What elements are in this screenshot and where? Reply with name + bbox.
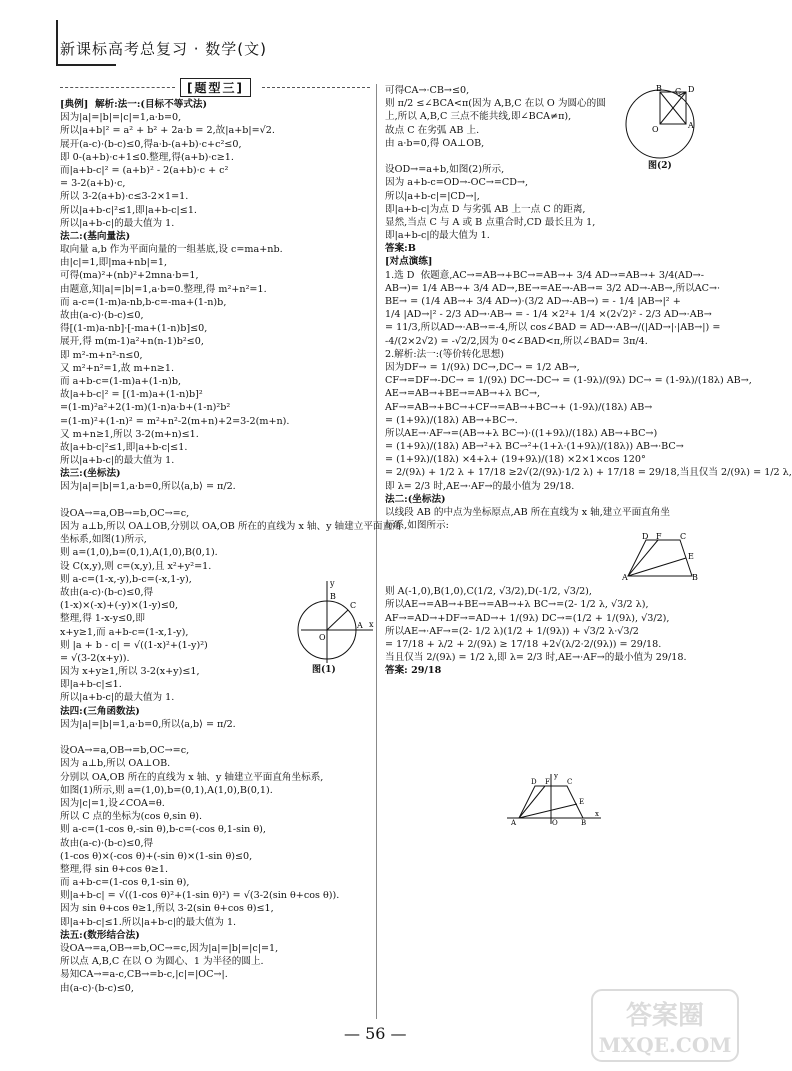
left-text-line: 故由(a-c)·(b-c)≤0, bbox=[60, 310, 144, 321]
left-text-line: 法四:(三角函数法) bbox=[60, 705, 140, 717]
left-text-line bbox=[60, 731, 370, 744]
coordinate-figure bbox=[505, 770, 605, 826]
left-text-line: 故由(a-c)·(b-c)≤0,得 bbox=[60, 586, 154, 598]
left-text-line: 则|a+b-c| = √((1-cos θ)²+(1-sin θ)²) = √(3-2(sin θ+cos θ)). bbox=[60, 890, 340, 902]
watermark-logo bbox=[590, 988, 740, 1063]
left-text-line: 设OA→=a,OB→=b,OC→=c,因为|a|=|b|=|c|=1, bbox=[60, 943, 279, 954]
left-text-line: 又 m²+n²=1,故 m+n≥1. bbox=[60, 362, 174, 374]
left-text-line: 由|c|=1,即|ma+nb|=1, bbox=[60, 257, 168, 269]
right-text-line: 因为DF→ = 1/(9λ) DC→,DC→ = 1/2 AB→, bbox=[385, 361, 580, 373]
left-text-line: 易知CA→=a-c,CB→=b-c,|c|=|OC→|. bbox=[60, 969, 228, 981]
right-text-line: 即|a+b-c|为点 D 与劣弧 AB 上一点 C 的距离, bbox=[385, 203, 586, 215]
coord-b-label: B bbox=[581, 819, 587, 827]
left-text-line: 因为|a|=|b|=1,a·b=0,所以⟨a,b⟩ = π/2. bbox=[60, 481, 236, 493]
left-text-line: 如图(1)所示,则 a=(1,0),b=(0,1),A(1,0),B(0,1). bbox=[60, 784, 273, 796]
right-text-line: 当且仅当 2/(9λ) = 1/2 λ,即 λ= 2/3 时,AE→·AF→的最小值为 29/18. bbox=[385, 652, 687, 664]
left-text-line: 所以 C 点的坐标为(cos θ,sin θ). bbox=[60, 811, 203, 823]
fig2-o-label: O bbox=[652, 125, 659, 134]
left-text-line: 因为|a|=|b|=1,a·b=0,所以⟨a,b⟩ = π/2. bbox=[60, 718, 236, 730]
fig2-d-label: D bbox=[688, 85, 695, 94]
left-text-line: 设OA→=a,OB→=b,OC→=c, bbox=[60, 507, 190, 519]
right-text-line: 标系,如图所示: bbox=[385, 520, 449, 532]
section-rule-left bbox=[60, 87, 175, 88]
coord-f-label: F bbox=[545, 778, 550, 786]
left-text-line: 即 m²-m+n²-n≤0, bbox=[60, 349, 143, 361]
fig1-o-label: O bbox=[319, 633, 326, 642]
right-text-line: 故点 C 在劣弧 AB 上. bbox=[385, 124, 480, 136]
right-text-line: 即 λ= 2/3 时,AE→·AF→的最小值为 29/18. bbox=[385, 480, 575, 492]
right-text-line: 设OD→=a+b,如图(2)所示, bbox=[385, 164, 505, 176]
trap-f-label: F bbox=[656, 532, 662, 541]
left-text-line: 所以|a+b-c|的最大值为 1. bbox=[60, 217, 175, 229]
left-text-line: 故由(a-c)·(b-c)≤0,得 bbox=[60, 837, 154, 849]
trap-a-label: A bbox=[622, 573, 628, 582]
left-text-line: 所以点 A,B,C 在以 O 为圆心、1 为半径的圆上. bbox=[60, 956, 264, 968]
left-text-line: 故|a+b-c|² = [(1-m)a+(1-n)b]² bbox=[60, 389, 203, 401]
left-text-line: 法五:(数形结合法) bbox=[60, 929, 140, 941]
right-text-line: = 2/(9λ) + 1/2 λ + 17/18 ≥2√(2/(9λ)·1/2 λ) + 17/18 = 29/18,当且仅当 2/(9λ) = 1/2 λ, bbox=[385, 467, 792, 479]
right-text-line: 2.解析:法一:(等价转化思想) bbox=[385, 348, 505, 360]
figure-1 bbox=[295, 575, 375, 665]
coord-x-label: x bbox=[595, 810, 599, 818]
figure-2-caption: 图(2) bbox=[648, 161, 672, 171]
left-text-line: 整理,得 1-x-y≤0,即 bbox=[60, 613, 145, 625]
right-text-line: = 11/3,所以AD→·AB→=-4,所以 cos∠BAD = AD→·AB→/(|AD→|·|AB→|) = bbox=[385, 322, 721, 334]
left-text-line: 故|a+b-c|²≤1,即|a+b-c|≤1. bbox=[60, 441, 188, 453]
coord-a-label: A bbox=[511, 819, 517, 827]
left-text-line: 整理,得 sin θ+cos θ≥1. bbox=[60, 863, 169, 875]
right-column bbox=[385, 84, 792, 677]
left-text-line: 因为 x+y≥1,所以 3-2(x+y)≤1, bbox=[60, 666, 200, 678]
fig2-a-label: A bbox=[688, 121, 694, 130]
figure-1-caption: 图(1) bbox=[312, 665, 336, 675]
left-text-line: 即|a+b-c|≤1. bbox=[60, 679, 122, 691]
left-text-line: 法二:(基向量法) bbox=[60, 230, 131, 242]
fig1-a-label: A bbox=[357, 621, 363, 630]
left-text-line: = √(3-2(x+y)). bbox=[60, 652, 130, 664]
right-text-line: 所以AE→·AF→=(AB→+λ BC→)·((1+9λ)/(18λ) AB→+BC→) bbox=[385, 427, 658, 439]
left-text-line: 所以|a+b-c|的最大值为 1. bbox=[60, 455, 175, 467]
right-text-line: 显然,当点 C 与 A 或 B 点重合时,CD 最长且为 1, bbox=[385, 216, 596, 228]
header-rule bbox=[56, 64, 116, 66]
right-text-line: 即|a+b-c|的最大值为 1. bbox=[385, 230, 490, 242]
trap-b-label: B bbox=[692, 573, 698, 582]
left-text-line: 因为 a⊥b,所以 OA⊥OB,分别以 OA,OB 所在的直线为 x 轴、y 轴建立平面直角 bbox=[60, 521, 402, 532]
right-text-line: 法二:(坐标法) bbox=[385, 493, 446, 505]
right-text-line: 则 π/2 ≤∠BCA<π(因为 A,B,C 在以 O 为圆心的圆 bbox=[385, 98, 606, 110]
right-text-line: AF→=AD→+DF→=AD→+ 1/(9λ) DC→=(1/2 + 1/(9λ), √3/2), bbox=[385, 612, 670, 624]
left-text-line: 由题意,知|a|=|b|=1,a·b=0.整理,得 m²+n²=1. bbox=[60, 283, 267, 295]
right-text-line: BE→ = (1/4 AB→+ 3/4 AD→)·(3/2 AD→-AB→) = - 1/4 |AB→|² + bbox=[385, 296, 681, 307]
fig2-b-label: B bbox=[656, 84, 662, 93]
left-text-line: 则 a=(1,0),b=(0,1),A(1,0),B(0,1). bbox=[60, 547, 218, 559]
left-text-line: 所以 3-2(a+b)·c≤3-2×1=1. bbox=[60, 191, 189, 203]
left-text-line: =(1-m)²+(1-n)² = m²+n²-2(m+n)+2=3-2(m+n). bbox=[60, 415, 290, 427]
right-text-line: -4/(2×2√2) = -√2/2,因为 0<∠BAD<π,所以∠BAD= 3π/4. bbox=[385, 335, 648, 347]
right-text-line: 所以AE→·AF→=(2- 1/2 λ)(1/2 + 1/(9λ)) + √3/2 λ·√3/2 bbox=[385, 625, 639, 637]
fig1-y-label: y bbox=[330, 579, 335, 588]
right-text-line: 以线段 AB 的中点为坐标原点,AB 所在直线为 x 轴,建立平面直角坐 bbox=[385, 507, 670, 518]
left-text-line: 则 |a + b - c| = √((1-x)²+(1-y)²) bbox=[60, 639, 208, 651]
left-text-line: 得[(1-m)a-nb]·[-ma+(1-n)b]≤0, bbox=[60, 323, 208, 335]
left-text-line: 展开(a-c)·(b-c)≤0,得a·b-(a+b)·c+c²≤0, bbox=[60, 138, 242, 150]
left-text-line: 因为 a⊥b,所以 OA⊥OB. bbox=[60, 758, 171, 770]
left-text-line: 而 a-c=(1-m)a-nb,b-c=-ma+(1-n)b, bbox=[60, 296, 227, 308]
right-text-line: AB→)= 1/4 AB→+ 3/4 AD→,BE→=AE→-AB→= 3/2 AD→-AB→,所以AC→· bbox=[385, 282, 721, 294]
left-text-line: 坐标系,如图(1)所示, bbox=[60, 534, 147, 546]
left-text-line: 而 a+b-c=(1-m)a+(1-n)b, bbox=[60, 375, 182, 387]
left-text-line: 所以|a+b-c|²≤1,即|a+b-c|≤1. bbox=[60, 204, 197, 216]
right-text-line: CF→=DF→-DC→ = 1/(9λ) DC→-DC→ = (1-9λ)/(9λ) DC→ = (1-9λ)/(18λ) AB→, bbox=[385, 375, 752, 387]
left-text-line: 即 0-(a+b)·c+1≤0.整理,得(a+b)·c≥1. bbox=[60, 151, 234, 163]
right-text-line: [对点演练] bbox=[385, 256, 433, 268]
fig1-b-label: B bbox=[330, 592, 336, 601]
figure-2 bbox=[622, 84, 698, 160]
left-text-line: 即|a+b-c|≤1.所以|a+b-c|的最大值为 1. bbox=[60, 916, 237, 928]
right-text-line: 1.选 D 依题意,AC→=AB→+BC→=AB→+ 3/4 AD→=AB→+ 3/4(AD→- bbox=[385, 269, 704, 281]
left-text-line bbox=[60, 494, 370, 507]
fig2-c-label: C bbox=[675, 87, 682, 96]
left-text-line: 所以|a+b|² = a² + b² + 2a·b = 2,故|a+b|=√2. bbox=[60, 125, 275, 137]
right-text-line: = (1+9λ)/(18λ) AB→²+λ BC→²+(1+λ·(1+9λ)/(18λ)) AB→·BC→ bbox=[385, 441, 684, 453]
left-text-line: 所以|a+b-c|的最大值为 1. bbox=[60, 692, 175, 704]
right-text-line: 因为 a+b-c=OD→-OC→=CD→, bbox=[385, 177, 529, 189]
left-text-line: (1-x)×(-x)+(-y)×(1-y)≤0, bbox=[60, 600, 179, 612]
right-text-line: 答案:B bbox=[385, 243, 416, 255]
left-text-line: = 3-2(a+b)·c, bbox=[60, 178, 126, 190]
watermark-line1: 答案圈 bbox=[625, 1001, 705, 1031]
coord-c-label: C bbox=[567, 778, 573, 786]
fig1-c-label: C bbox=[350, 601, 357, 610]
section-rule-right bbox=[262, 87, 370, 88]
coord-e-label: E bbox=[579, 798, 585, 806]
left-text-line: x+y≥1,而 a+b-c=(1-x,1-y), bbox=[60, 626, 189, 638]
right-text-line: AF→=AB→+BC→+CF→=AB→+BC→+ (1-9λ)/(18λ) AB→ bbox=[385, 401, 653, 413]
right-text-line: AE→=AB→+BE→=AB→+λ BC→, bbox=[385, 388, 541, 400]
right-text-line: 答案: 29/18 bbox=[385, 665, 442, 677]
left-text-line: 分别以 OA,OB 所在的直线为 x 轴、y 轴建立平面直角坐标系, bbox=[60, 771, 324, 783]
coord-y-label: y bbox=[554, 772, 558, 780]
right-text-line: 所以AE→=AB→+BE→=AB→+λ BC→=(2- 1/2 λ, √3/2 λ), bbox=[385, 599, 649, 611]
left-text-line: 设 C(x,y),则 c=(x,y),且 x²+y²=1. bbox=[60, 560, 212, 572]
watermark-line2: MXQE.COM bbox=[598, 1033, 732, 1057]
left-text-line: [典例] 解析:法一:(目标不等式法) bbox=[60, 99, 208, 110]
left-text-line: 而 a+b-c=(1-cos θ,1-sin θ), bbox=[60, 877, 190, 889]
trapezoid-figure bbox=[622, 532, 698, 582]
right-text-line: 可得CA→·CB→≤0, bbox=[385, 85, 470, 96]
right-text-line: 所以|a+b-c|=|CD→|, bbox=[385, 190, 480, 202]
trap-c-label: C bbox=[680, 532, 687, 541]
left-text-line: 又 m+n≥1,所以 3-2(m+n)≤1. bbox=[60, 428, 199, 440]
left-text-line: 因为|c|=1,设∠COA=θ. bbox=[60, 797, 165, 809]
left-text-line: 则 a-c=(1-cos θ,-sin θ),b-c=(-cos θ,1-sin θ), bbox=[60, 824, 266, 836]
left-text-line: 因为|a|=|b|=|c|=1,a·b=0, bbox=[60, 112, 182, 124]
left-text-line: (1-cos θ)×(-cos θ)+(-sin θ)×(1-sin θ)≤0, bbox=[60, 850, 253, 862]
left-text-line: 设OA→=a,OB→=b,OC→=c, bbox=[60, 745, 190, 757]
coord-o-label: O bbox=[552, 819, 558, 827]
right-text-line: = 17/18 + λ/2 + 2/(9λ) ≥ 17/18 +2√(λ/2·2/(9λ)) = 29/18. bbox=[385, 638, 662, 650]
section-title: [题型三] bbox=[180, 78, 251, 97]
right-text-line: = (1+9λ)/(18λ) AB→+BC→. bbox=[385, 414, 518, 426]
right-text-line: 上,所以 A,B,C 三点不能共线,即∠BCA≠π), bbox=[385, 111, 572, 123]
left-text-line: 取向量 a,b 作为平面向量的一组基底,设 c=ma+nb. bbox=[60, 244, 283, 256]
trap-d-label: D bbox=[642, 532, 649, 541]
right-text-line: 1/4 |AD→|² - 2/3 AD→·AB→ = - 1/4 ×2²+ 1/4 ×(2√2)² - 2/3 AD→·AB→ bbox=[385, 309, 712, 321]
page-number: — 56 — bbox=[344, 1024, 407, 1043]
left-text-line: 由(a-c)·(b-c)≤0, bbox=[60, 982, 134, 994]
left-text-line: 展开,得 m(m-1)a²+n(n-1)b²≤0, bbox=[60, 336, 204, 348]
right-text-line: = (1+9λ)/(18λ) ×4+λ+ (19+9λ)/(18) ×2×1×cos 120° bbox=[385, 454, 646, 466]
page-header: 新课标高考总复习 · 数学(文) bbox=[60, 40, 268, 58]
left-text-line: 法三:(坐标法) bbox=[60, 468, 121, 480]
left-text-line: 因为 sin θ+cos θ≥1,所以 3-2(sin θ+cos θ)≤1, bbox=[60, 903, 274, 915]
fig1-x-label: x bbox=[369, 620, 374, 629]
right-text-line: 则 A(-1,0),B(1,0),C(1/2, √3/2),D(-1/2, √3/2), bbox=[385, 586, 592, 598]
left-text-line: 可得(ma)²+(nb)²+2mna·b=1, bbox=[60, 270, 199, 282]
column-divider bbox=[376, 84, 377, 1019]
left-text-line: =(1-m)²a²+2(1-m)(1-n)a·b+(1-n)²b² bbox=[60, 402, 231, 414]
left-text-line: 而|a+b-c|² = (a+b)² - 2(a+b)·c + c² bbox=[60, 164, 229, 176]
left-text-line: 则 a-c=(1-x,-y),b-c=(-x,1-y), bbox=[60, 573, 192, 585]
right-text-line: 由 a·b=0,得 OA⊥OB, bbox=[385, 137, 485, 149]
trap-e-label: E bbox=[688, 552, 694, 561]
coord-d-label: D bbox=[531, 778, 537, 786]
